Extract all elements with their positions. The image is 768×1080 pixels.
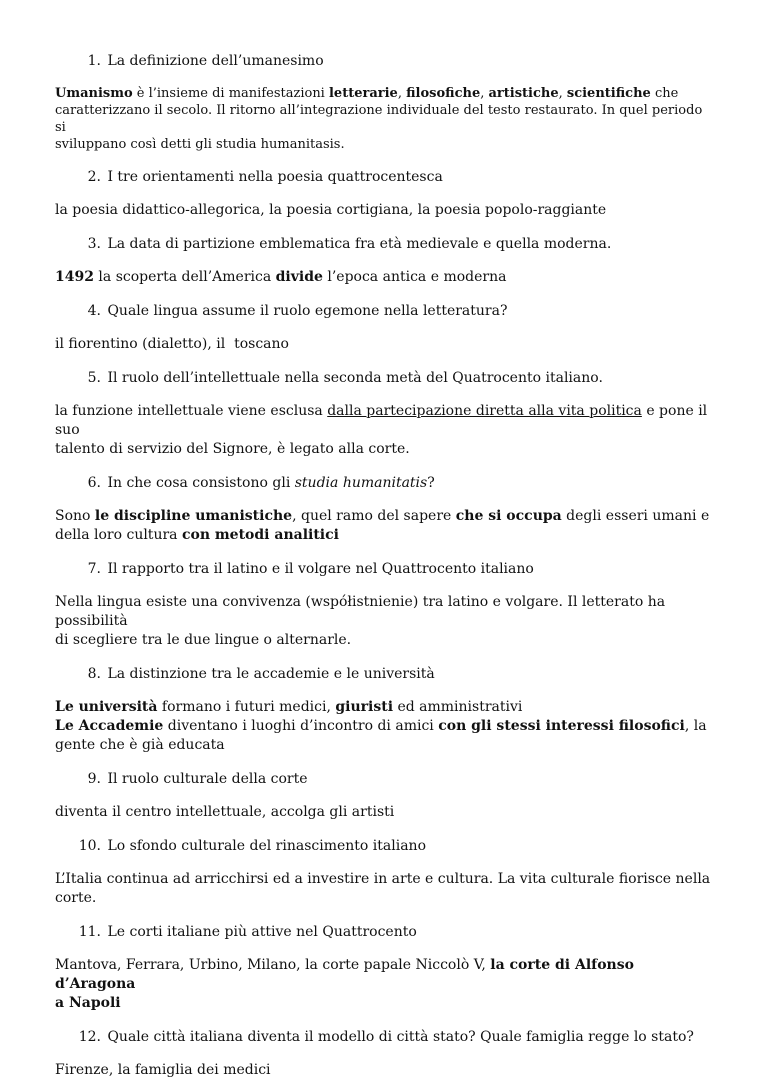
question-number: 1.	[87, 53, 101, 69]
question-number: 6.	[87, 475, 101, 491]
answer-11: Mantova, Ferrara, Urbino, Milano, la corte papale Niccolò V, la corte di Alfonso d’Aragona a Napoli	[55, 957, 634, 1011]
answer-10: L’Italia continua ad arricchirsi ed a investire in arte e cultura. La vita culturale fiorisce nella corte.	[55, 871, 711, 906]
question-6	[55, 473, 715, 493]
question-number: 2.	[87, 169, 101, 185]
question-number: 9.	[87, 771, 101, 787]
question-10	[55, 836, 715, 856]
answer-1: Umanismo è l’insieme di manifestazioni letterarie, filosofiche, artistiche, scientifiche che caratterizzano il secolo. Il ritorno all’integrazione individuale del testo restaurato. In quel periodo si sviluppano così detti gli studia humanitasis.	[55, 86, 703, 152]
question-number: 12.	[78, 1029, 101, 1045]
answer-7: Nella lingua esiste una convivenza (współistnienie) tra latino e volgare. Il letterato ha possibilità di scegliere tra le due lingue o alternarle.	[55, 594, 666, 648]
question-4	[55, 301, 715, 321]
answer-2: la poesia didattico-allegorica, la poesia cortigiana, la poesia popolo-raggiante	[55, 202, 607, 218]
question-text: Il rapporto tra il latino e il volgare nel Quattrocento italiano	[107, 561, 534, 577]
question-8	[55, 664, 715, 684]
answer-5: la funzione intellettuale viene esclusa dalla partecipazione diretta alla vita politica e pone il suo talento di servizio del Signore, è legato alla corte.	[55, 403, 708, 457]
question-1	[55, 51, 715, 71]
question-11	[55, 922, 715, 942]
question-3	[55, 234, 715, 254]
answer-6: Sono le discipline umanistiche, quel ramo del sapere che si occupa degli esseri umani e della loro cultura con metodi analitici	[55, 508, 710, 543]
question-text: Le corti italiane più attive nel Quattrocento	[107, 924, 417, 940]
answer-8: Le università formano i futuri medici, giuristi ed amministrativi Le Accademie diventano i luoghi d’incontro di amici con gli stessi interessi filosofici, la gente che è già educata	[55, 699, 707, 753]
answer-4: il fiorentino (dialetto), il toscano	[55, 336, 289, 352]
question-number: 10.	[78, 838, 101, 854]
question-text: In che cosa consistono gli studia humanitatis?	[107, 475, 435, 491]
question-number: 7.	[87, 561, 101, 577]
question-number: 3.	[87, 236, 101, 252]
question-text: Lo sfondo culturale del rinascimento italiano	[107, 838, 427, 854]
answer-9: diventa il centro intellettuale, accolga gli artisti	[55, 804, 395, 820]
question-text: Quale lingua assume il ruolo egemone nella letteratura?	[107, 303, 508, 319]
question-7	[55, 559, 715, 579]
question-text: La data di partizione emblematica fra età medievale e quella moderna.	[107, 236, 612, 252]
question-text: La definizione dell’umanesimo	[107, 53, 324, 69]
question-number: 11.	[78, 924, 101, 940]
document-page	[55, 51, 715, 1080]
question-number: 4.	[87, 303, 101, 319]
question-number: 8.	[87, 666, 101, 682]
answer-3: 1492 la scoperta dell’America divide l’epoca antica e moderna	[55, 269, 507, 285]
question-9	[55, 769, 715, 789]
question-12	[55, 1027, 715, 1047]
question-text: I tre orientamenti nella poesia quattrocentesca	[107, 169, 443, 185]
question-text: Il ruolo culturale della corte	[107, 771, 308, 787]
question-text: Quale città italiana diventa il modello di città stato? Quale famiglia regge lo stato?	[107, 1029, 694, 1045]
answer-12: Firenze, la famiglia dei medici	[55, 1062, 271, 1078]
question-text: Il ruolo dell’intellettuale nella seconda metà del Quatrocento italiano.	[107, 370, 603, 386]
question-2	[55, 167, 715, 187]
question-number: 5.	[87, 370, 101, 386]
question-text: La distinzione tra le accademie e le università	[107, 666, 435, 682]
question-5	[55, 368, 715, 388]
